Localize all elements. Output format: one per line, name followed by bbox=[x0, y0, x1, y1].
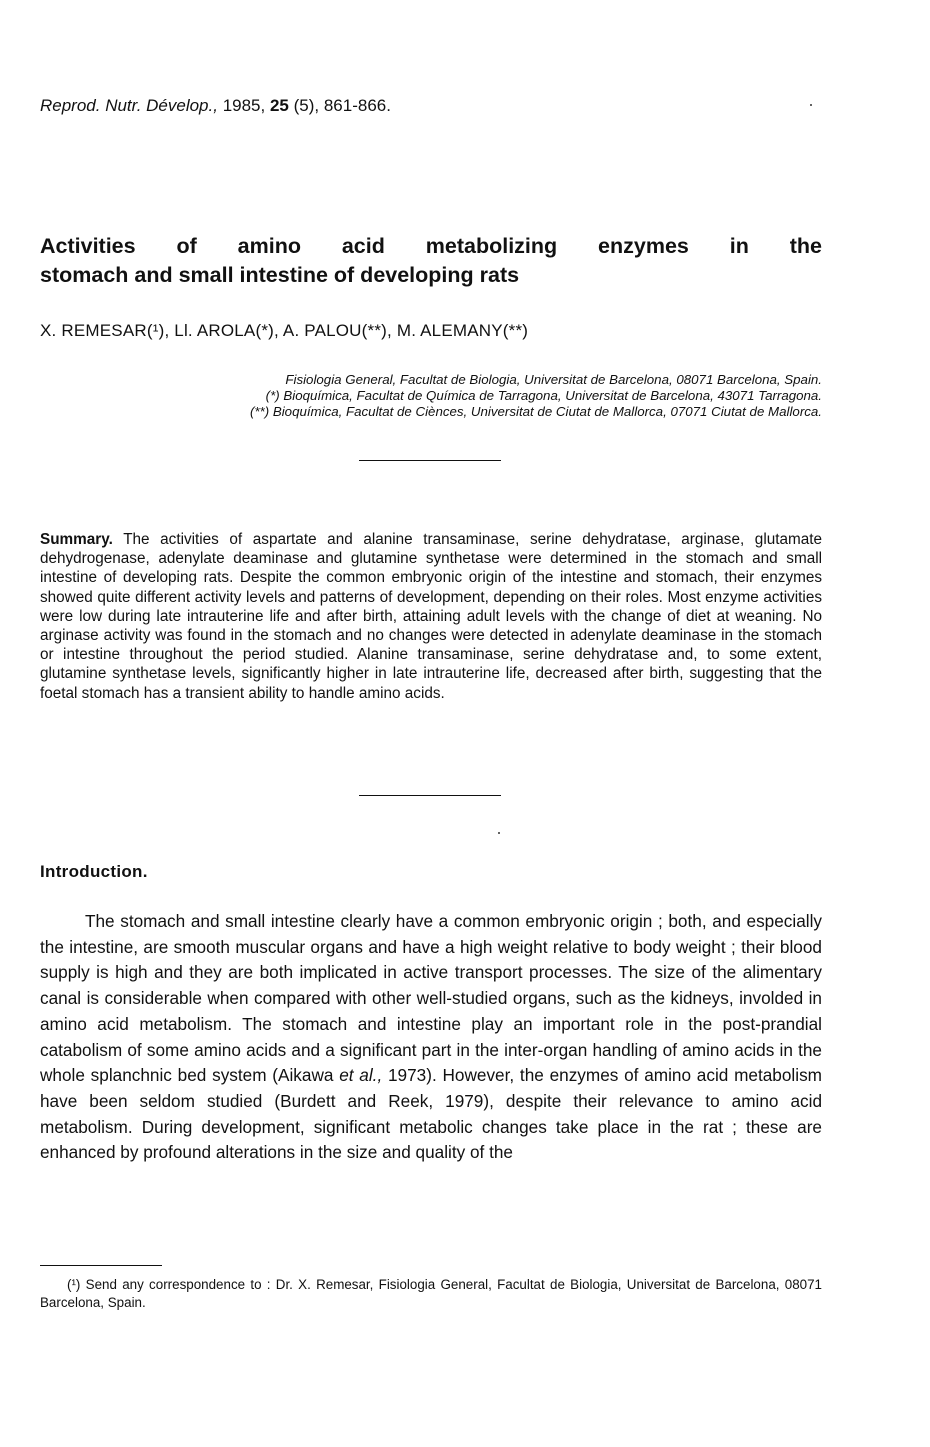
footnote-rule bbox=[40, 1265, 162, 1266]
section-heading-introduction: Introduction. bbox=[40, 862, 148, 881]
footnote-marker: (¹) bbox=[67, 1277, 81, 1292]
scan-speck bbox=[810, 104, 812, 106]
intro-et-al: et al., bbox=[339, 1065, 383, 1086]
footnote bbox=[40, 1276, 822, 1312]
paper-title bbox=[40, 232, 822, 290]
affiliation-line: (*) Bioquímica, Facultat de Química de Tarragona, Universitat de Barcelona, 43071 Tarragona. bbox=[265, 388, 822, 403]
affiliation-line: (**) Bioquímica, Facultat de Ciènces, Universitat de Ciutat de Mallorca, 07071 Ciutat de Mallorca. bbox=[249, 404, 822, 419]
paper-title-line-2: stomach and small intestine of developing rats bbox=[40, 263, 520, 287]
footnote-text: Send any correspondence to : Dr. X. Remesar, Fisiologia General, Facultat de Biologia, Universitat de Barcelona, 08071 Barcelona, Spain. bbox=[40, 1277, 822, 1310]
scan-speck bbox=[498, 832, 500, 834]
intro-text-part-1: The stomach and small intestine clearly have a common embryonic origin ; both, and especially the intestine, are smooth muscular organs and have a high weight relative to body weight ; their blood supply is high and they are both implicated in active transport processes. The size of the alimentary canal is considerable when compared with other well-studied organs, such as the kidneys, involded in amino acid metabolism. The stomach and intestine play an important role in the post-prandial catabolism of some amino acids and a significant part in the inter-organ handling of amino acids in the whole splanchnic bed system (Aikawa bbox=[40, 911, 822, 1086]
journal-citation bbox=[40, 96, 391, 116]
summary-label: Summary. bbox=[40, 531, 113, 548]
journal-name: Reprod. Nutr. Dévelop., bbox=[40, 96, 218, 115]
citation-issue-pages: (5), 861-866. bbox=[293, 96, 391, 115]
affiliations bbox=[40, 372, 822, 420]
intro-text-part-2: 1973). However, the enzymes of amino acid metabolism have been seldom studied (Burdett and Reek, 1979), despite their relevance to amino acid metabolism. During development, significant metabolic changes take place in the rat ; these are enhanced by profound alterations in the size and quality of the bbox=[40, 1065, 822, 1163]
citation-year: 1985, bbox=[222, 96, 266, 115]
author-list: X. REMESAR(¹), Ll. AROLA(*), A. PALOU(**), M. ALEMANY(**) bbox=[40, 321, 529, 340]
affiliation-line: Fisiologia General, Facultat de Biologia, Universitat de Barcelona, 08071 Barcelona, Spain. bbox=[285, 372, 822, 387]
divider-rule bbox=[359, 795, 501, 796]
paper-title-line-1: Activities of amino acid metabolizing enzymes in the bbox=[40, 234, 822, 258]
introduction-paragraph bbox=[40, 909, 822, 1166]
summary-text: The activities of aspartate and alanine transaminase, serine dehydratase, arginase, glutamate dehydrogenase, adenylate deaminase and glutamine synthetase were determined in the stomach and small intestine of developing rats. Despite the common embryonic origin of the intestine and stomach, their enzymes showed quite different activity levels and patterns of development, depending on their roles. Most enzyme activities were low during late intrauterine life and after birth, attaining adult levels with the change of diet at weaning. No arginase activity was found in the stomach and no changes were detected in adenylate deaminase in the stomach or intestine throughout the period studied. Alanine transaminase, serine dehydratase and, to some extent, glutamine synthetase levels, significantly higher in late intrauterine life, decreased after birth, suggesting that the foetal stomach has a transient ability to handle amino acids. bbox=[40, 531, 822, 702]
citation-volume: 25 bbox=[269, 96, 289, 115]
divider-rule bbox=[359, 460, 501, 461]
summary-paragraph bbox=[40, 530, 822, 703]
